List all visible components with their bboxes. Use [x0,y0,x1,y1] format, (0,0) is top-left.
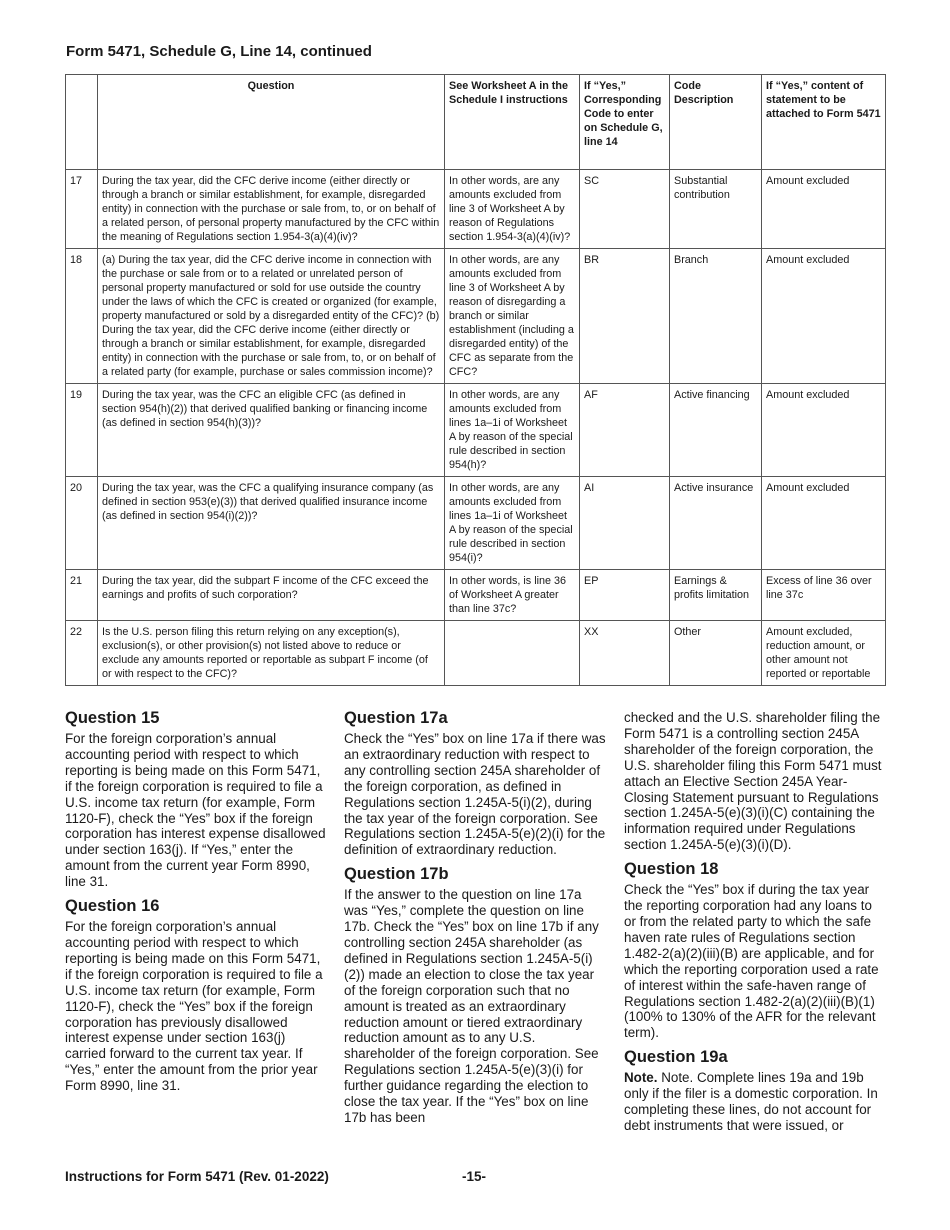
row-code: AF [580,384,670,477]
note-label: Note. [624,1070,658,1086]
table-row [66,621,886,686]
text-column-1 [65,708,327,1100]
row-worksheet: In other words, are any amounts excluded from line 3 of Worksheet A by reason of Regulations section 1.954-3(a)(4)(iv)? [445,170,580,249]
row-content: Excess of line 36 over line 37c [762,570,886,621]
question-18-body: Check the “Yes” box if during the tax year the reporting corporation had any loans to or from the related party to which the safe haven rate rules of Regulations section 1.482-2(a)(2)(iii)(B) are applicable, and for which the reporting corporation used a rate of interest within the safe-haven range of Regulations section 1.482-2(a)(2)(iii)(B)(1) (100% to 130% of the AFR for the relevant term). [624,882,879,1041]
question-17b-heading: Question 17b [344,865,449,884]
schedule-g-table [65,74,886,686]
row-code: SC [580,170,670,249]
header-worksheet: See Worksheet A in the Schedule I instructions [445,75,580,170]
question-15-body: For the foreign corporation’s annual accounting period with respect to which reporting is being made on this Form 5471, if the foreign corporation is required to file a U.S. income tax return (for example, Form 1120-F), check the “Yes” box if the foreign corporation has interest expense disallowed under section 163(j). If “Yes,” enter the amount from the current year Form 8990, line 31. [65,731,326,890]
row-question: During the tax year, did the subpart F income of the CFC exceed the earnings and profits of such corporation? [98,570,445,621]
footer-page-number: -15- [462,1169,487,1184]
question-19a-body: Note. Complete lines 19a and 19b only if the filer is a domestic corporation. In completing these lines, do not account for debt instruments that were issued, or [624,1070,878,1133]
question-15-heading: Question 15 [65,709,160,727]
row-description: Substantial contribution [670,170,762,249]
table-row [66,477,886,570]
row-worksheet: In other words, are any amounts excluded from lines 1a–1i of Worksheet A by reason of the special rule described in section 954(h)? [445,384,580,477]
row-question: Is the U.S. person filing this return relying on any exception(s), exclusion(s), or other provision(s) not listed above to reduce or exclude any amounts reported or reportable as subpart F income (of or with respect to the CFC)? [98,621,445,686]
row-content: Amount excluded, reduction amount, or other amount not reported or reportable [762,621,886,686]
row-number: 19 [66,384,98,477]
table-row [66,384,886,477]
header-question: Question [98,75,445,170]
row-content: Amount excluded [762,477,886,570]
row-worksheet [445,621,580,686]
row-worksheet: In other words, is line 36 of Worksheet A greater than line 37c? [445,570,580,621]
row-description: Active financing [670,384,762,477]
table-row [66,249,886,384]
header-content: If “Yes,” content of statement to be attached to Form 5471 [762,75,886,170]
row-content: Amount excluded [762,249,886,384]
header-description: Code Description [670,75,762,170]
text-column-3 [624,708,886,1140]
row-worksheet: In other words, are any amounts excluded from line 3 of Worksheet A by reason of disregarding a branch or similar establishment (including a disregarded entity) of the CFC as separate from the CFC? [445,249,580,384]
question-17a-body: Check the “Yes” box on line 17a if there was an extraordinary reduction with respect to any controlling section 245A shareholder of the foreign corporation, as defined in Regulations section 1.245A-5(i)(2), during the tax year of the foreign corporation. See Regulations section 1.245A-5(e)(2)(i) for the definition of extraordinary reduction. [344,731,606,858]
row-code: BR [580,249,670,384]
question-17b-continuation: checked and the U.S. shareholder filing the Form 5471 is a controlling section 245A shareholder of the foreign corporation, the U.S. shareholder filing this Form 5471 must attach an Elective Section 245A Year-Closing Statement pursuant to Regulations section 1.245A-5(e)(3)(i)(C) containing the information required under Regulations section 1.245A-5(e)(3)(i)(D). [624,710,882,853]
question-19a-heading: Question 19a [624,1048,728,1067]
row-question: (a) During the tax year, did the CFC derive income in connection with the purchase or sale from or to a related or unrelated person of personal property manufactured or sold for use outside the country under the laws of which the CFC is created or organized (for example, property manufactured or sold by a disregarded entity of the CFC)? (b) During the tax year, did the CFC derive income (either directly or through a branch or similar establishment, for example, disregarded entity) in connection with the purchase or sale from, to, or on behalf of a related party (for example, purchase or sales commission income)? [98,249,445,384]
row-question: During the tax year, was the CFC a qualifying insurance company (as defined in section 953(e)(3)) that derived qualified insurance income (as defined in section 954(i)(2))? [98,477,445,570]
table-row [66,570,886,621]
row-number: 20 [66,477,98,570]
row-number: 22 [66,621,98,686]
question-17a-heading: Question 17a [344,709,448,727]
text-column-2 [344,708,606,1132]
question-17b-body: If the answer to the question on line 17a was “Yes,” complete the question on line 17b. Check the “Yes” box on line 17b if any controlling section 245A shareholder (as defined in Regulations section 1.245A-5(i)(2)) made an election to close the tax year of the foreign corporation such that no amount is treated as an extraordinary reduction amount or tiered extraordinary reduction amount as to any U.S. shareholder of the foreign corporation. See Regulations section 1.245A-5(e)(3)(i) for further guidance regarding the election to close the tax year. If the “Yes” box on line 17b has been [344,887,599,1125]
footer-form-title: Instructions for Form 5471 (Rev. 01-2022) [65,1169,329,1184]
row-number: 17 [66,170,98,249]
page-title: Form 5471, Schedule G, Line 14, continued [66,43,372,60]
row-question: During the tax year, did the CFC derive income (either directly or through a branch or similar establishment, for example, disregarded entity) in connection with the purchase or sale from, to, or on behalf of a related person, of personal property manufactured by the CFC within the meaning of Regulations section 1.954-3(a)(4)(iv)? [98,170,445,249]
header-number [66,75,98,170]
header-code: If “Yes,” Corresponding Code to enter on Schedule G, line 14 [580,75,670,170]
row-code: AI [580,477,670,570]
row-worksheet: In other words, are any amounts excluded from lines 1a–1i of Worksheet A by reason of the special rule described in section 954(i)? [445,477,580,570]
row-description: Earnings & profits limitation [670,570,762,621]
row-number: 18 [66,249,98,384]
row-content: Amount excluded [762,170,886,249]
row-description: Other [670,621,762,686]
row-description: Active insurance [670,477,762,570]
question-19a-paragraph [624,1070,886,1134]
row-code: EP [580,570,670,621]
table-row [66,170,886,249]
row-code: XX [580,621,670,686]
row-content: Amount excluded [762,384,886,477]
table-header-row [66,75,886,170]
row-description: Branch [670,249,762,384]
question-16-heading: Question 16 [65,897,160,916]
row-question: During the tax year, was the CFC an eligible CFC (as defined in section 954(h)(2)) that derived qualified banking or financing income (as defined in section 954(h)(3))? [98,384,445,477]
row-number: 21 [66,570,98,621]
question-18-heading: Question 18 [624,860,719,879]
question-16-body: For the foreign corporation’s annual accounting period with respect to which reporting is being made on this Form 5471, if the foreign corporation is required to file a U.S. income tax return (for example, Form 1120-F), check the “Yes” box if the foreign corporation has previously disallowed interest expense under section 163(j) carried forward to the current tax year. If “Yes,” enter the amount from the prior year Form 8990, line 31. [65,919,323,1094]
